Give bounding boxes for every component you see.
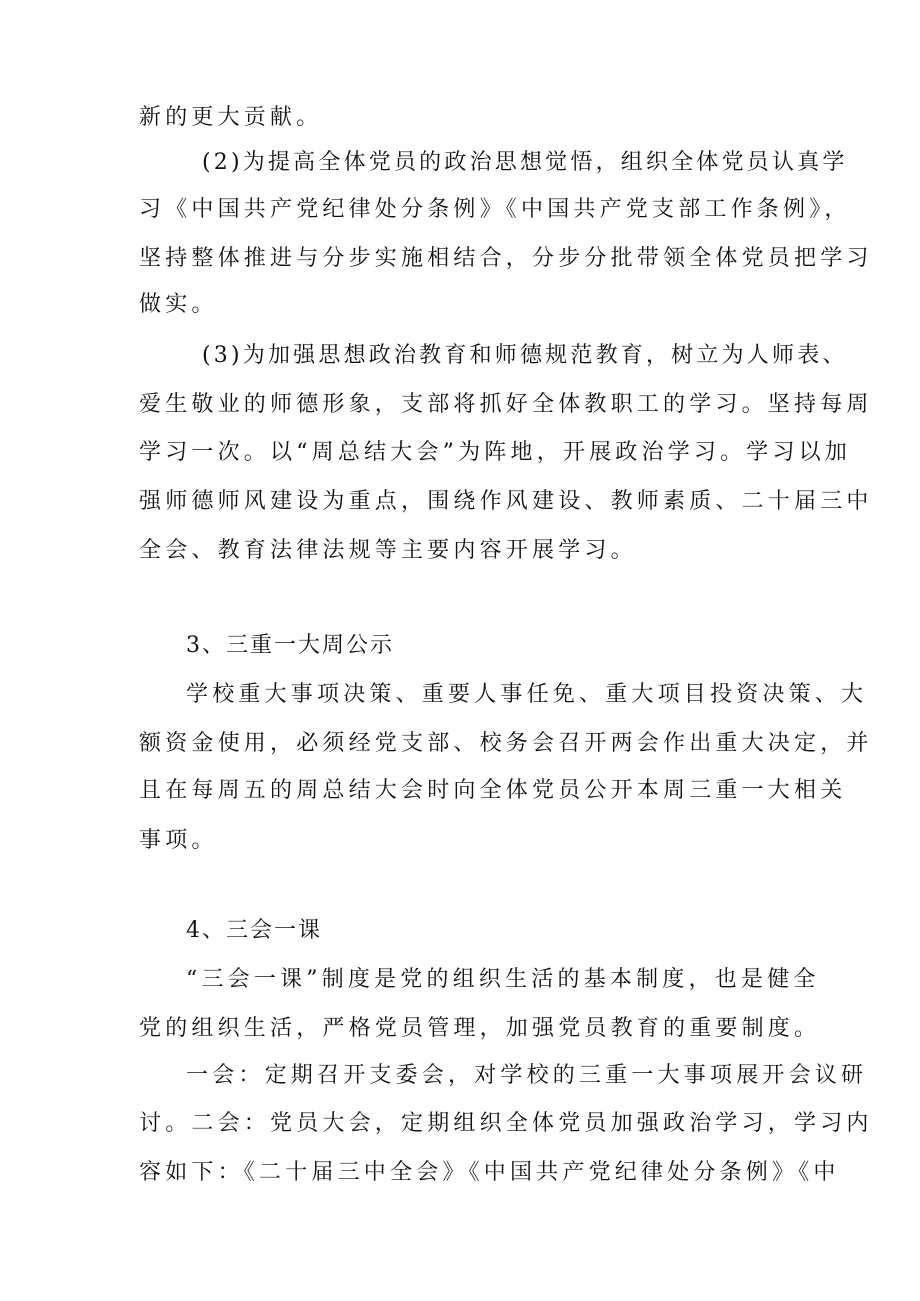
paragraph-line: 做实。: [139, 292, 218, 317]
paragraph-line: 党的组织生活，严格党员管理，加强党员教育的重要制度。: [139, 1016, 821, 1041]
paragraph-line: 学校重大事项决策、重要人事任免、重大项目投资决策、大: [186, 682, 868, 707]
paragraph-line: 爱生敬业的师德形象，支部将抓好全体教职工的学习。坚持每周: [139, 392, 873, 417]
paragraph-line: 新的更大贡献。: [139, 105, 323, 130]
paragraph-line: 容如下：《二十届三中全会》《中国共产党纪律处分条例》《中: [139, 1160, 840, 1185]
paragraph-line: 强师德师风建设为重点，围绕作风建设、教师素质、二十届三中: [139, 489, 873, 514]
list-item-3-line: (3)为加强思想政治教育和师德规范教育，树立为人师表、: [202, 343, 848, 368]
paragraph-line: 额资金使用，必须经党支部、校务会召开两会作出重大决定，并: [139, 731, 873, 756]
paragraph-line: 全会、教育法律法规等主要内容开展学习。: [139, 538, 637, 563]
paragraph-line: 坚持整体推进与分步实施相结合，分步分批带领全体党员把学习: [139, 246, 873, 271]
paragraph-line: 学习一次。以“周总结大会”为阵地，开展政治学习。学习以加: [139, 440, 852, 465]
section-heading-4: 4、三会一课: [186, 918, 322, 943]
paragraph-line: “三会一课”制度是党的组织生活的基本制度，也是健全: [186, 967, 820, 992]
paragraph-line: 事项。: [139, 828, 218, 853]
paragraph-line: 一会：定期召开支委会，对学校的三重一大事项展开会议研: [186, 1063, 868, 1088]
paragraph-line: 讨。二会：党员大会，定期组织全体党员加强政治学习，学习内: [139, 1111, 873, 1136]
list-item-2-line: (2)为提高全体党员的政治思想觉悟，组织全体党员认真学: [202, 150, 848, 175]
paragraph-line: 且在每周五的周总结大会时向全体党员公开本周三重一大相关: [139, 778, 847, 803]
section-heading-3: 3、三重一大周公示: [186, 633, 394, 658]
paragraph-line: 习《中国共产党纪律处分条例》《中国共产党支部工作条例》，: [139, 197, 851, 222]
